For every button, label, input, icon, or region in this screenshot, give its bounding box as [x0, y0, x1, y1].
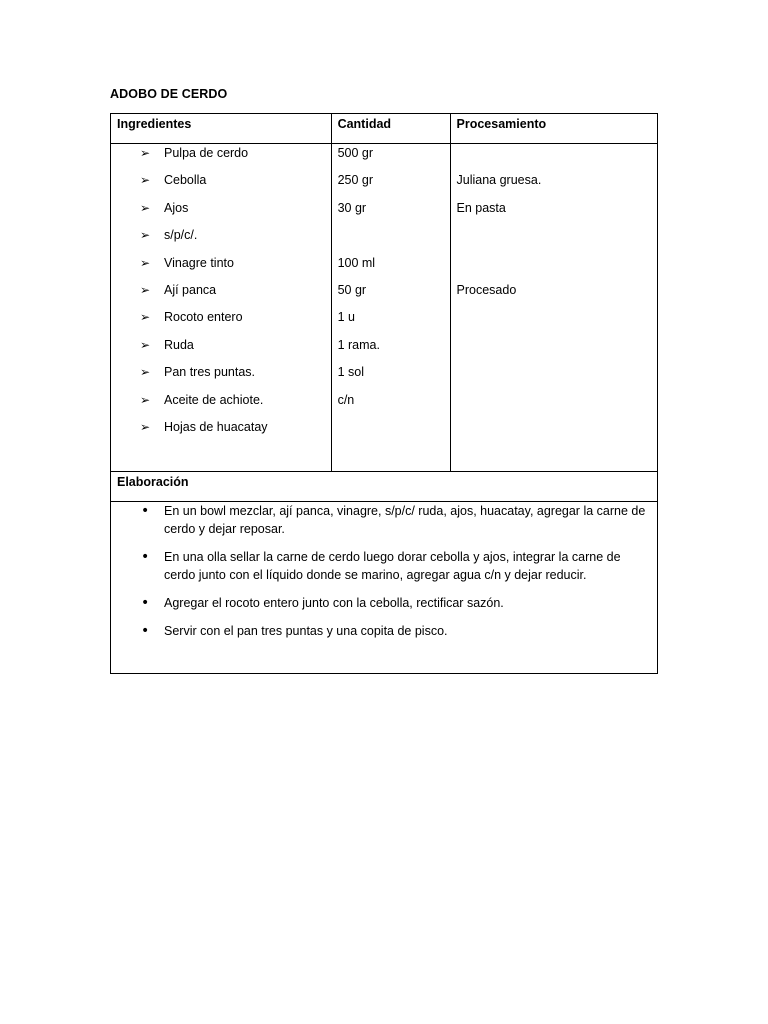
ingredient-item-text: s/p/c/.	[164, 228, 198, 243]
ingredient-item-text: Rocoto entero	[164, 310, 243, 325]
ingredient-item-text: Pulpa de cerdo	[164, 146, 249, 160]
quantity-item	[332, 226, 450, 253]
arrow-bullet-icon: ➢	[140, 200, 151, 215]
quantity-item	[332, 418, 450, 445]
elaboration-body-row	[111, 502, 658, 674]
quantity-item	[332, 144, 450, 171]
page-title: ADOBO DE CERDO	[110, 87, 228, 101]
steps-list	[111, 502, 657, 640]
quantity-list	[332, 144, 450, 445]
ingredient-item	[111, 391, 331, 418]
quantity-item-text: 1 u	[337, 310, 355, 325]
arrow-bullet-icon: ➢	[140, 392, 151, 407]
ingredient-item	[111, 199, 331, 226]
ingredient-item-text: Ají panca	[164, 282, 217, 297]
ingredient-item	[111, 336, 331, 363]
processing-item	[451, 254, 657, 281]
ingredient-item-text: Aceite de achiote.	[164, 392, 264, 407]
ingredient-item-text: Ruda	[164, 337, 194, 352]
ingredient-item	[111, 144, 331, 171]
elaboration-header-row	[111, 472, 658, 502]
ingredient-item	[111, 226, 331, 253]
dot-bullet-icon: •	[141, 623, 150, 639]
dot-bullet-icon: •	[141, 549, 150, 565]
quantity-item	[332, 363, 450, 390]
ingredient-item	[111, 171, 331, 198]
step-text: En un bowl mezclar, ají panca, vinagre, s/p/c/ ruda, ajos, huacatay, agregar la carne de cerdo y dejar reposar.	[164, 504, 646, 536]
elaboration-header: Elaboración	[111, 472, 658, 502]
quantity-item	[332, 391, 450, 418]
ingredient-item	[111, 308, 331, 335]
step-text: Servir con el pan tres puntas y una copita de pisco.	[164, 624, 448, 638]
processing-item	[451, 144, 657, 171]
ingredient-item	[111, 418, 331, 445]
quantity-item	[332, 308, 450, 335]
ingredient-item-text: Ajos	[164, 200, 189, 215]
quantity-item	[332, 336, 450, 363]
processing-item	[451, 199, 657, 226]
arrow-bullet-icon: ➢	[140, 228, 151, 243]
processing-item-text: Procesado	[456, 282, 517, 297]
processing-item	[451, 391, 657, 418]
quantity-item-text: 30 gr	[337, 200, 367, 215]
header-quantity: Cantidad	[331, 114, 450, 144]
ingredient-item	[111, 254, 331, 281]
processing-item-text: Juliana gruesa.	[456, 173, 542, 188]
step-text: Agregar el rocoto entero junto con la cebolla, rectificar sazón.	[164, 596, 504, 610]
quantity-cell	[331, 144, 450, 472]
ingredient-item-text: Vinagre tinto	[164, 255, 234, 270]
arrow-bullet-icon: ➢	[140, 173, 151, 188]
ingredient-item	[111, 363, 331, 390]
arrow-bullet-icon: ➢	[140, 365, 151, 380]
quantity-item-text: 500 gr	[337, 146, 374, 160]
header-ingredients: Ingredientes	[111, 114, 332, 144]
quantity-item-text: 1 sol	[337, 365, 364, 380]
step-item	[141, 594, 657, 612]
elaboration-cell	[111, 502, 658, 674]
ingredients-row	[111, 144, 658, 472]
recipe-table	[110, 113, 658, 674]
processing-item	[451, 363, 657, 390]
quantity-item-text: 50 gr	[337, 282, 367, 297]
step-item	[141, 548, 657, 584]
processing-item	[451, 171, 657, 198]
ingredients-list	[111, 144, 331, 445]
arrow-bullet-icon: ➢	[140, 282, 151, 297]
step-text: En una olla sellar la carne de cerdo luego dorar cebolla y ajos, integrar la carne de cerdo junto con el líquido donde se marino, agregar agua c/n y dejar reducir.	[164, 550, 621, 582]
arrow-bullet-icon: ➢	[140, 310, 151, 325]
ingredient-item	[111, 281, 331, 308]
quantity-item	[332, 199, 450, 226]
processing-item	[451, 336, 657, 363]
processing-list	[451, 144, 657, 445]
processing-item-text: En pasta	[456, 200, 506, 215]
processing-item	[451, 226, 657, 253]
ingredient-item-text: Pan tres puntas.	[164, 365, 256, 380]
table-header-row	[111, 114, 658, 144]
quantity-item-text: 100 ml	[337, 255, 376, 270]
processing-cell	[450, 144, 657, 472]
processing-item	[451, 418, 657, 445]
ingredient-item-text: Cebolla	[164, 173, 207, 188]
step-item	[141, 502, 657, 538]
quantity-item	[332, 254, 450, 281]
header-processing: Procesamiento	[450, 114, 657, 144]
step-item	[141, 622, 657, 640]
arrow-bullet-icon: ➢	[140, 337, 151, 352]
ingredient-item-text: Hojas de huacatay	[164, 419, 268, 434]
processing-item	[451, 308, 657, 335]
processing-item	[451, 281, 657, 308]
arrow-bullet-icon: ➢	[140, 146, 151, 160]
ingredients-cell	[111, 144, 332, 472]
arrow-bullet-icon: ➢	[140, 255, 151, 270]
dot-bullet-icon: •	[141, 595, 150, 611]
quantity-item	[332, 281, 450, 308]
quantity-item-text: 1 rama.	[337, 337, 380, 352]
quantity-item-text: 250 gr	[337, 173, 374, 188]
arrow-bullet-icon: ➢	[140, 419, 151, 434]
quantity-item	[332, 171, 450, 198]
dot-bullet-icon: •	[141, 503, 150, 519]
quantity-item-text: c/n	[337, 392, 355, 407]
